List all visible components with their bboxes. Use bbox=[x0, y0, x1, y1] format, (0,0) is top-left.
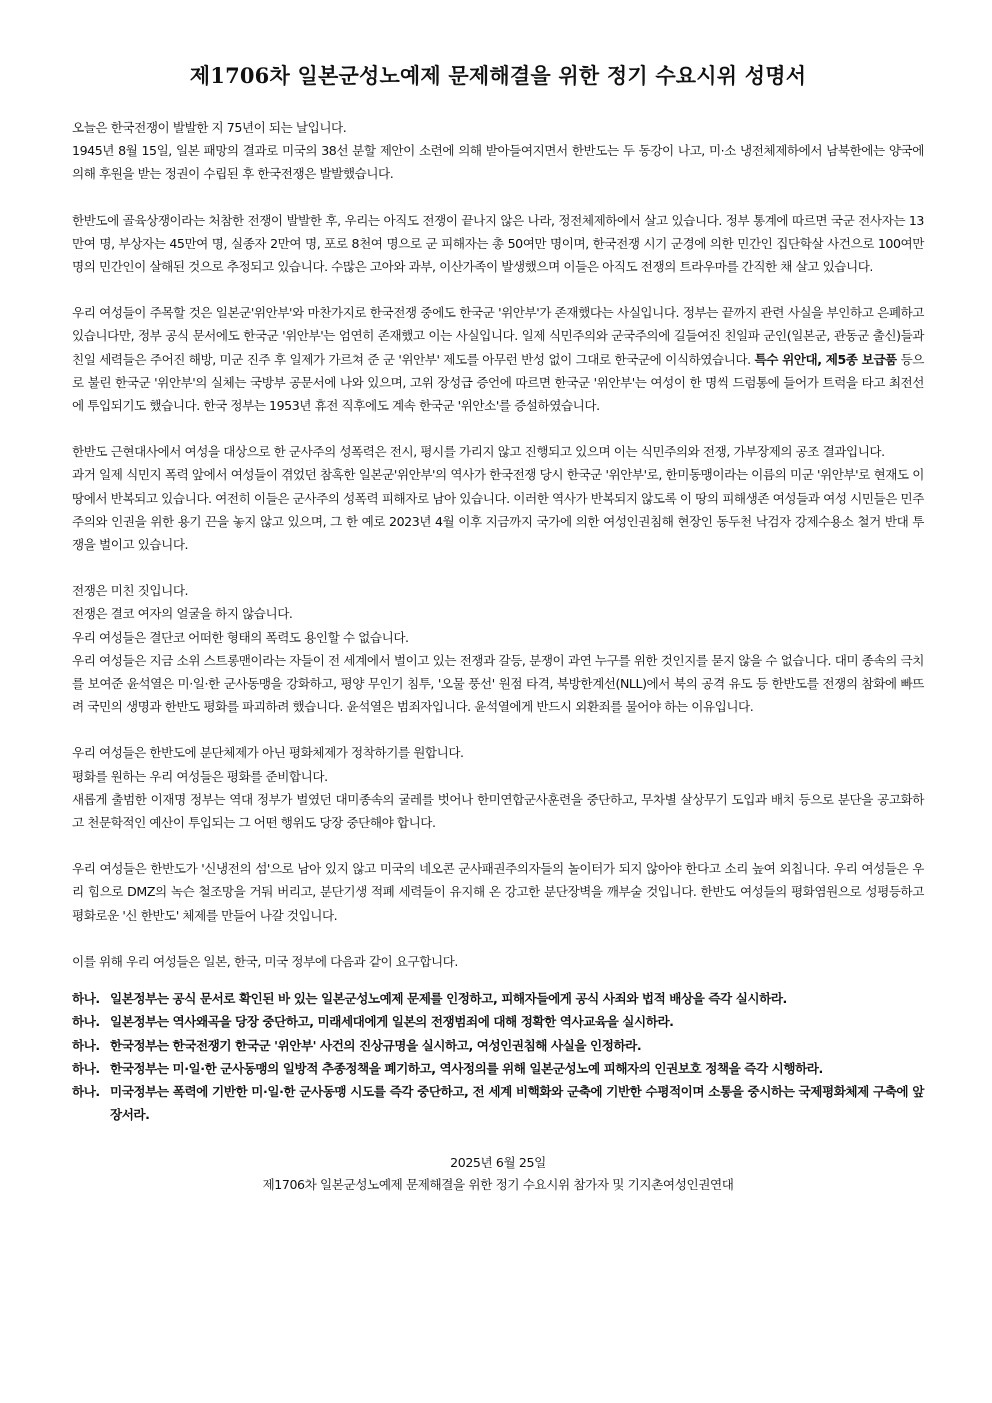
statement-footer bbox=[72, 1152, 924, 1196]
demand-prefix: 하나. bbox=[72, 1083, 100, 1099]
statement-signatory: 제1706차 일본군성노예제 문제해결을 위한 정기 수요시위 참가자 및 기지촌여성인권연대 bbox=[262, 1177, 734, 1193]
demand-text: 한국정부는 미·일·한 군사동맹의 일방적 추종정책을 폐기하고, 역사정의를 위해 일본군성노예 피해자의 인권보호 정책을 즉각 시행하라. bbox=[110, 1060, 823, 1076]
paragraph-militarist-sexual-violence: 한반도 근현대사에서 여성을 대상으로 한 군사주의 성폭력은 전시, 평시를 가리지 않고 진행되고 있으며 이는 식민주의와 전쟁, 가부장제의 공조 결과입니다. bbox=[72, 444, 885, 460]
p4-text-c: 등으로 불린 한국군 '위안부'의 실체는 국방부 공문서에 나와 있으며, 고위 장성급 증언에 따르면 한국군 '위안부'는 여성이 한 명씩 드럼통에 들어가 트럭을 타고 최전선에 투입되기도 했습니다. 한국 정부는 1953년 휴전 직후에도 계속 한국군 '위안소'를 증설하였습니다. bbox=[72, 351, 924, 414]
line-war-not-womans-face: 전쟁은 결코 여자의 얼굴을 하지 않습니다. bbox=[72, 606, 293, 622]
p4-text-a: 우리 여성들이 주목할 것은 일본군'위안부'와 마찬가지로 한국전쟁 중에도 한국군 '위안부'가 존재했다는 사실입니다. 정부는 끝까지 관련 사실을 부인하고 은폐하고 있습니다만, 정부 공식 문서에도 한국군 '위안부'는 엄연히 존재했고 이는 사실입니다. 일제 식민주의와 군국주의에 길들여진 친일파 군인(일본군, 관동군 출신)들과 친일 세력들은 주어진 해방, 미군 진주 후 일제가 가르쳐 준 군 '위안부' 제도를 아무런 반성 없이 그대로 한국군에 이식하였습니다. bbox=[72, 305, 924, 367]
line-peace-regime: 우리 여성들은 한반도에 분단체제가 아닌 평화체제가 정착하기를 원합니다. bbox=[72, 745, 464, 761]
demand-prefix: 하나. bbox=[72, 1060, 100, 1076]
demand-prefix: 하나. bbox=[72, 991, 100, 1007]
statement-body bbox=[72, 116, 924, 985]
demand-item bbox=[72, 1057, 924, 1080]
line-prepare-peace: 평화를 원하는 우리 여성들은 평화를 준비합니다. bbox=[72, 768, 328, 784]
line-war-is-madness: 전쟁은 미친 짓입니다. bbox=[72, 583, 189, 599]
paragraph-repeated-history: 과거 일제 식민지 폭력 앞에서 여성들이 겪었던 참혹한 일본군'위안부'의 역사가 한국전쟁 당시 한국군 '위안부'로, 한미동맹이라는 이름의 미군 '위안부'로 현재도 이 땅에서 반복되고 있습니다. 여전히 이들은 군사주의 성폭력 피해자로 남아 있습니다. 이러한 역사가 반복되지 않도록 이 땅의 피해생존 여성들과 여성 시민들은 민주주의와 인권을 위한 용기 끈을 놓지 않고 있으며, 그 한 예로 2023년 4월 이후 지금까지 국가에 의한 여성인권침해 현장인 동두천 낙검자 강제수용소 철거 반대 투쟁을 벌이고 있습니다. bbox=[72, 467, 924, 553]
document-title: 제1706차 일본군성노예제 문제해결을 위한 정기 수요시위 성명서 bbox=[189, 63, 807, 88]
demand-text: 한국정부는 한국전쟁기 한국군 '위안부' 사건의 진상규명을 실시하고, 여성인권침해 사실을 인정하라. bbox=[110, 1037, 642, 1053]
paragraph-strongmen: 우리 여성들은 지금 소위 스트롱맨이라는 자들이 전 세계에서 벌이고 있는 전쟁과 갈등, 분쟁이 과연 누구를 위한 것인지를 묻지 않을 수 없습니다. 대미 종속의 극치를 보여준 윤석열은 미·일·한 군사동맹을 강화하고, 평양 무인기 침투, '오물 풍선' 원점 타격, 북방한계선(NLL)에서 북의 공격 유도 등 한반도를 전쟁의 참화에 빠뜨려 국민의 생명과 한반도 평화를 파괴하려 했습니다. 윤석열은 범죄자입니다. 윤석열에게 반드시 외환죄를 물어야 하는 이유입니다. bbox=[72, 652, 924, 715]
demand-item bbox=[72, 1010, 924, 1033]
paragraph-war-casualties: 한반도에 골육상쟁이라는 처참한 전쟁이 발발한 후, 우리는 아직도 전쟁이 끝나지 않은 나라, 정전체제하에서 살고 있습니다. 정부 통계에 따르면 국군 전사자는 13만여 명, 부상자는 45만여 명, 실종자 2만여 명, 포로 8천여 명으로 군 피해자는 총 50여만 명이며, 한국전쟁 시기 군경에 의한 민간인 집단학살 사건으로 100여만 명의 민간인이 살해된 것으로 추정되고 있습니다. 수많은 고아와 과부, 이산가족이 발생했으며 이들은 아직도 전쟁의 트라우마를 간직한 채 살고 있습니다. bbox=[72, 212, 924, 275]
demand-text: 미국정부는 폭력에 기반한 미·일·한 군사동맹 시도를 즉각 중단하고, 전 세계 비핵화와 군축에 기반한 수평적이며 소통을 중시하는 국제평화체제 구축에 앞장서라. bbox=[110, 1083, 924, 1123]
demand-prefix: 하나. bbox=[72, 1037, 100, 1053]
statement-date: 2025년 6월 25일 bbox=[450, 1155, 546, 1171]
paragraph-anniversary: 오늘은 한국전쟁이 발발한 지 75년이 되는 날입니다. bbox=[72, 120, 347, 135]
statement-page bbox=[72, 60, 924, 1196]
paragraph-demands-intro: 이를 위해 우리 여성들은 일본, 한국, 미국 정부에 다음과 같이 요구합니다. bbox=[72, 953, 458, 969]
paragraph-korean-military-comfort-women bbox=[72, 301, 924, 417]
line-no-violence: 우리 여성들은 결단코 어떠한 형태의 폭력도 용인할 수 없습니다. bbox=[72, 629, 409, 645]
demand-prefix: 하나. bbox=[72, 1014, 100, 1030]
demand-item bbox=[72, 1034, 924, 1057]
demand-text: 일본정부는 역사왜곡을 당장 중단하고, 미래세대에게 일본의 전쟁범죄에 대해 정확한 역사교육을 실시하라. bbox=[110, 1014, 674, 1030]
demand-item bbox=[72, 987, 924, 1010]
demand-item bbox=[72, 1080, 924, 1126]
paragraph-division-history: 1945년 8월 15일, 일본 패망의 결과로 미국의 38선 분할 제안이 소련에 의해 받아들여지면서 한반도는 두 동강이 나고, 미·소 냉전체제하에서 남북한에는 양국에 의해 후원을 받는 정권이 수립된 후 한국전쟁은 발발했습니다. bbox=[72, 143, 924, 182]
paragraph-new-government: 새롭게 출범한 이재명 정부는 역대 정부가 벌였던 대미종속의 굴레를 벗어나 한미연합군사훈련을 중단하고, 무차별 살상무기 도입과 배치 등으로 분단을 공고화하고 천문학적인 예산이 투입되는 그 어떤 행위도 당장 중단해야 합니다. bbox=[72, 791, 924, 831]
demand-text: 일본정부는 공식 문서로 확인된 바 있는 일본군성노예제 문제를 인정하고, 피해자들에게 공식 사죄와 법적 배상을 즉각 실시하라. bbox=[110, 991, 787, 1007]
p4-highlight: 특수 위안대, 제5종 보급품 bbox=[754, 351, 897, 367]
demands-list bbox=[72, 987, 924, 1126]
paragraph-new-cold-war-island: 우리 여성들은 한반도가 '신냉전의 섬'으로 남아 있지 않고 미국의 네오콘 군사패권주의자들의 놀이터가 되지 않아야 한다고 소리 높여 외칩니다. 우리 여성들은 우리 힘으로 DMZ의 녹슨 철조망을 거둬 버리고, 분단기생 적폐 세력들이 유지해 온 강고한 분단장벽을 깨부술 것입니다. 한반도 여성들의 평화염원으로 성평등하고 평화로운 '신 한반도' 체제를 만들어 나갈 것입니다. bbox=[72, 861, 924, 923]
